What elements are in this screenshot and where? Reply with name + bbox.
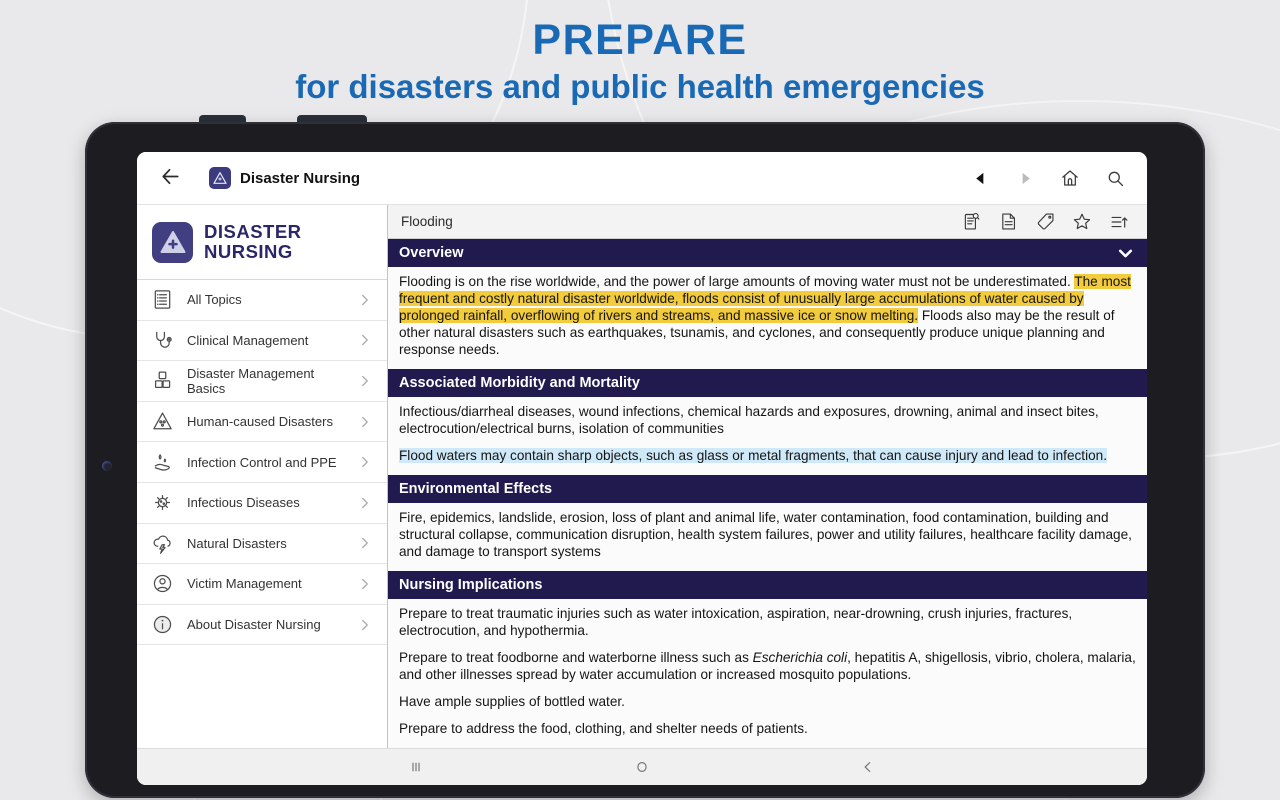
section-header-nursing-implications[interactable]: [388, 571, 1147, 599]
history-back-button[interactable]: [968, 166, 992, 190]
favorite-button[interactable]: [1071, 211, 1093, 233]
topic-bar: [388, 205, 1147, 239]
recents-icon: [406, 757, 426, 777]
paragraph: [399, 448, 1136, 465]
chevron-down-icon[interactable]: [1115, 243, 1136, 264]
android-back-button[interactable]: [855, 754, 881, 780]
app-title: Disaster Nursing: [240, 169, 361, 187]
cubes-icon: [150, 369, 174, 393]
chevron-left-icon: [858, 757, 878, 777]
paragraph: [399, 510, 1136, 561]
app-top-bar: [137, 152, 1147, 205]
text-run: Infectious/diarrheal diseases, wound infections, chemical hazards and exposures, drowning, animal and insect bites, electrocution/electrical burns, isolation of communities: [399, 403, 1099, 436]
topic-toolbar: [960, 211, 1134, 233]
section-header-associated-morbidity-and-mortality[interactable]: [388, 369, 1147, 397]
home-circle-icon: [632, 757, 652, 777]
chevron-right-icon: [356, 291, 374, 309]
banner-subtitle: for disasters and public health emergencies: [295, 68, 985, 105]
appbar-nav-icons: [968, 166, 1127, 190]
chevron-right-icon: [356, 534, 374, 552]
sidebar-item-all-topics[interactable]: [137, 280, 387, 321]
topic-title: Flooding: [401, 214, 453, 229]
paragraph: [399, 694, 1136, 711]
sidebar-item-about-disaster-nursing[interactable]: [137, 605, 387, 646]
home-button[interactable]: [1058, 166, 1082, 190]
sidebar-item-infectious-diseases[interactable]: [137, 483, 387, 524]
sidebar-item-natural-disasters[interactable]: [137, 524, 387, 565]
sidebar-item-clinical-management[interactable]: [137, 321, 387, 362]
search-button[interactable]: [1103, 166, 1127, 190]
sidebar-item-label: Natural Disasters: [187, 535, 287, 551]
screen-body: [137, 205, 1147, 748]
sidebar-item-label: About Disaster Nursing: [187, 617, 321, 633]
triangle-right-icon: [1017, 170, 1034, 187]
search-icon: [1105, 168, 1126, 189]
section-heading: Nursing Implications: [399, 576, 543, 593]
sidebar: [137, 205, 388, 748]
topics-list-icon: [150, 288, 174, 312]
document-search-icon: [961, 211, 982, 232]
sidebar-item-human-caused-disasters[interactable]: [137, 402, 387, 443]
list-jump-icon: [1108, 211, 1130, 233]
chevron-right-icon: [356, 413, 374, 431]
tablet-screen: [137, 152, 1147, 785]
chevron-right-icon: [356, 575, 374, 593]
chevron-right-icon: [356, 494, 374, 512]
tag-icon: [1035, 211, 1056, 232]
triangle-left-icon: [972, 170, 989, 187]
history-forward-button[interactable]: [1013, 166, 1037, 190]
text-run: Flooding is on the rise worldwide, and the power of large amounts of moving water must not be underestimated.: [399, 274, 1075, 289]
section-body: [388, 397, 1147, 475]
sidebar-item-infection-control-and-ppe[interactable]: [137, 442, 387, 483]
notes-document-button[interactable]: [997, 211, 1019, 233]
banner-title: PREPARE: [532, 16, 748, 64]
logo-text: [204, 222, 302, 261]
stethoscope-icon: [150, 328, 174, 352]
arrow-left-icon: [159, 165, 182, 191]
text-run: Floods also may be the result of other natural disasters such as earthquakes, tsunamis, and cyclones, and consequently produce unique planning and response needs.: [399, 307, 1115, 357]
section-body: [388, 267, 1147, 369]
hand-wash-icon: [150, 450, 174, 474]
sidebar-item-label: Infection Control and PPE: [187, 454, 337, 470]
section-body: [388, 503, 1147, 571]
home-icon: [1059, 167, 1081, 189]
text-run: Escherichia coli: [752, 649, 848, 665]
hazard-triangle-icon: [150, 410, 174, 434]
text-run: Prepare to treat foodborne and waterborne illness such as: [399, 649, 753, 665]
disaster-nursing-logo-icon: [152, 222, 193, 263]
back-button[interactable]: [157, 165, 183, 191]
section-header-environmental-effects[interactable]: [388, 475, 1147, 503]
paragraph: [399, 606, 1136, 640]
storm-cloud-icon: [150, 531, 174, 555]
sidebar-item-label: Victim Management: [187, 576, 302, 592]
paragraph: [399, 721, 1136, 738]
paragraph: [399, 650, 1136, 684]
paragraph: [399, 274, 1136, 359]
chevron-right-icon: [356, 453, 374, 471]
sidebar-menu: [137, 280, 387, 748]
paragraph: [399, 404, 1136, 438]
sidebar-item-victim-management[interactable]: [137, 564, 387, 605]
tag-button[interactable]: [1034, 211, 1056, 233]
jump-to-section-button[interactable]: [1108, 211, 1130, 233]
text-run: Fire, epidemics, landslide, erosion, loss of plant and animal life, water contamination, food contamination, building and structural collapse, communication disruption, health system failures, power and utility failures, healthcare facility damage, and damage to transport systems: [399, 509, 1132, 559]
sidebar-item-label: Clinical Management: [187, 332, 309, 348]
info-circle-icon: [150, 613, 174, 637]
chevron-right-icon: [356, 331, 374, 349]
app-logo-icon: [209, 167, 231, 189]
highlighted-text: The most frequent and costly natural disaster worldwide, floods consist of unusually large accumulations of water caused by prolonged rainfall, overflowing of rivers and streams, and massive ice or snow melting.: [399, 274, 1131, 323]
sidebar-item-label: Infectious Diseases: [187, 495, 300, 511]
logo-line1: DISASTER: [204, 221, 302, 243]
section-body: [388, 599, 1147, 748]
sidebar-item-label: Human-caused Disasters: [187, 414, 333, 430]
text-run: Prepare to address the food, clothing, and shelter needs of patients.: [399, 720, 808, 736]
text-run: Have ample supplies of bottled water.: [399, 693, 625, 709]
android-home-button[interactable]: [629, 754, 655, 780]
person-circle-icon: [150, 572, 174, 596]
marketing-banner: [0, 0, 1280, 106]
section-heading: Associated Morbidity and Mortality: [399, 374, 640, 391]
main-content: [388, 205, 1147, 748]
text-run: , hepatitis A, shigellosis, vibrio, cholera, malaria, and other illnesses spread by water accumulation or increased mosquito populations.: [399, 649, 1136, 682]
section-heading: Overview: [399, 245, 464, 261]
sidebar-item-disaster-management-basics[interactable]: [137, 361, 387, 402]
chevron-right-icon: [356, 616, 374, 634]
content-sections: [388, 239, 1147, 748]
logo-line2: NURSING: [204, 241, 293, 262]
section-heading: Environmental Effects: [399, 480, 553, 497]
sidebar-logo: [137, 205, 387, 280]
search-in-document-button[interactable]: [960, 211, 982, 233]
virus-icon: [150, 491, 174, 515]
section-header-overview[interactable]: [388, 239, 1147, 267]
highlighted-text: Flood waters may contain sharp objects, such as glass or metal fragments, that can cause injury and lead to infection.: [399, 447, 1107, 463]
text-run: Prepare to treat traumatic injuries such as water intoxication, aspiration, near-drowning, crush injuries, fractures, electrocution, and hypothermia.: [399, 605, 1073, 638]
recent-apps-button[interactable]: [403, 754, 429, 780]
android-nav-bar: [137, 748, 1147, 785]
star-icon: [1071, 211, 1093, 233]
sidebar-item-label: All Topics: [187, 292, 242, 308]
chevron-right-icon: [356, 372, 374, 390]
tablet-camera: [102, 461, 112, 471]
sidebar-item-label: Disaster Management Basics: [187, 365, 315, 396]
document-icon: [998, 211, 1019, 232]
